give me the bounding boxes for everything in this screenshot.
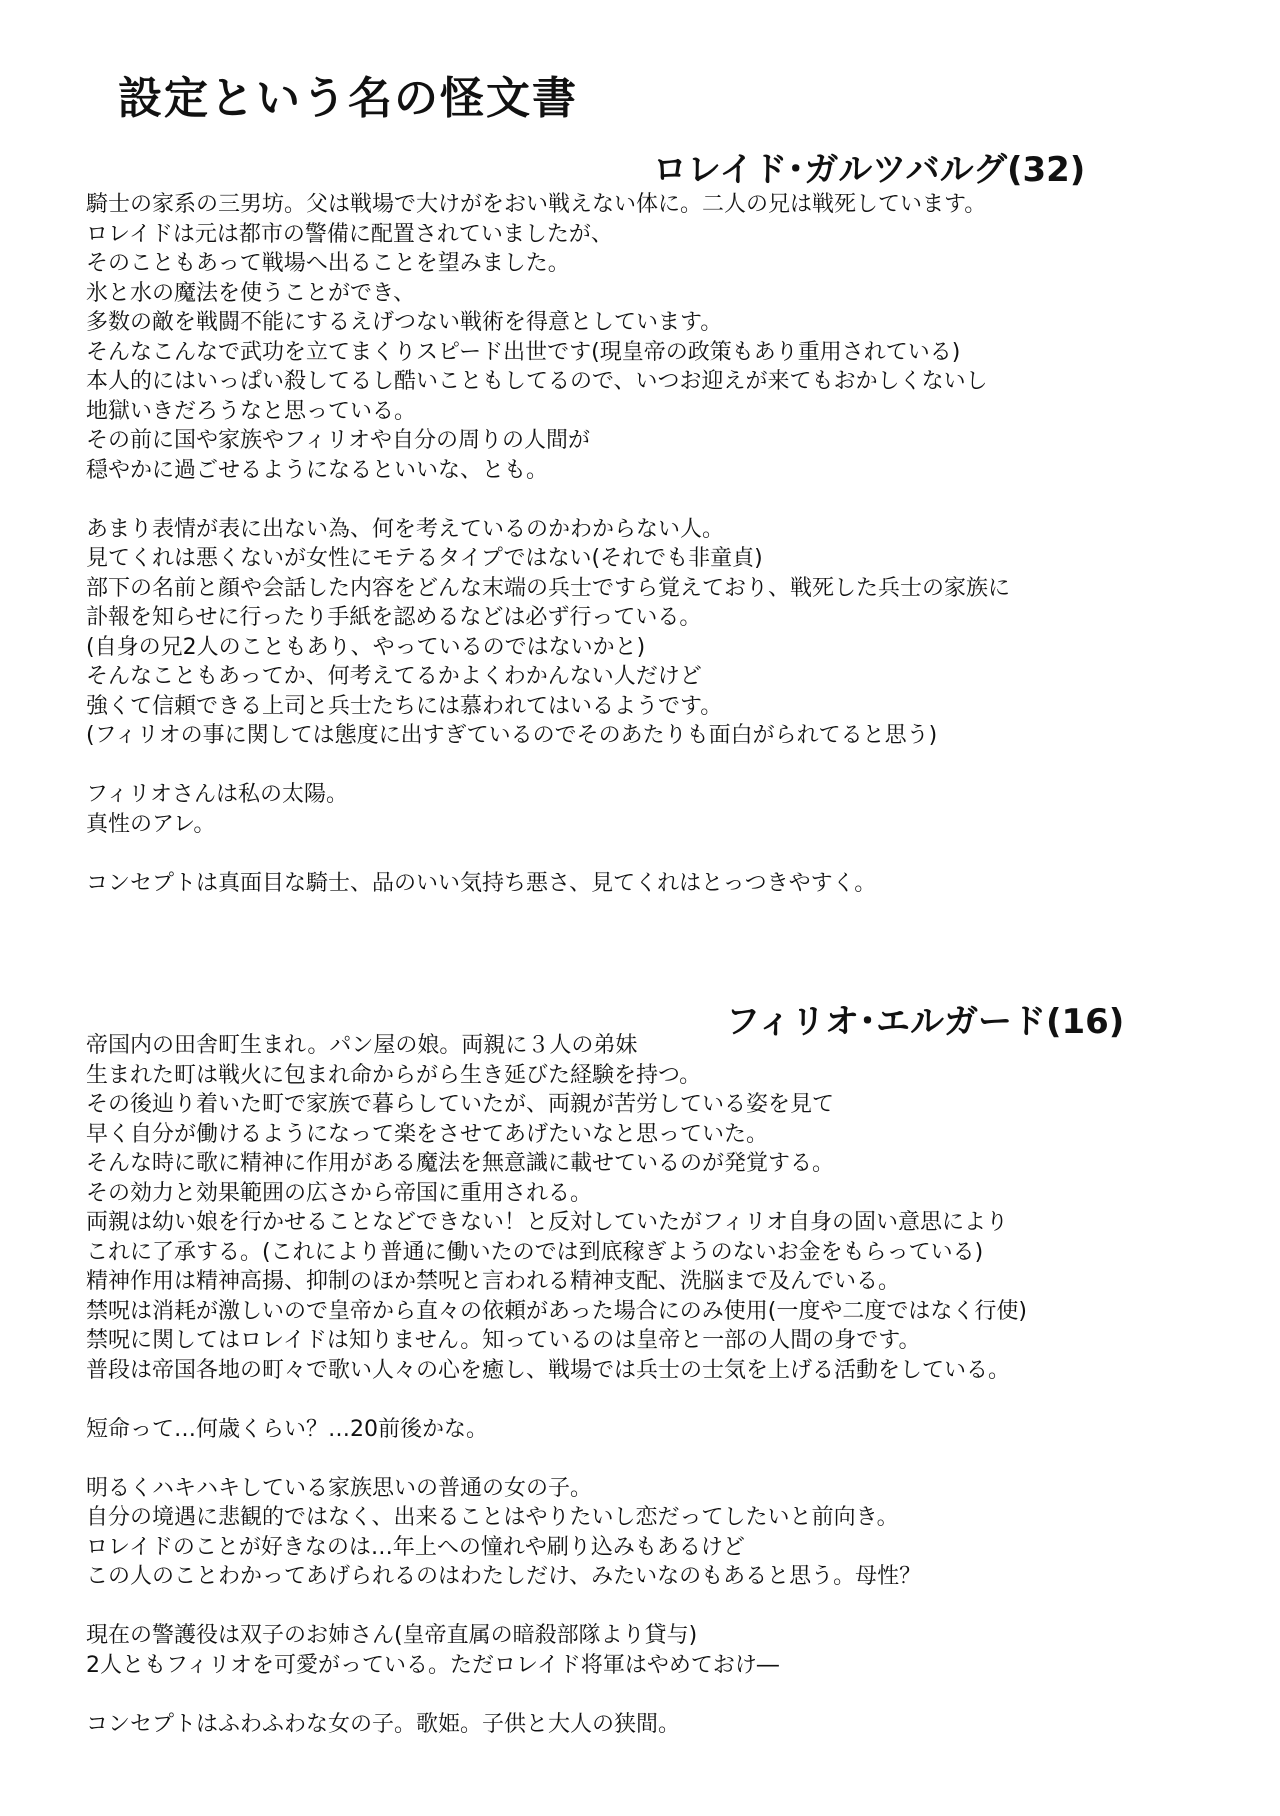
text-line: 現在の警護役は双子のお姉さん(皇帝直属の暗殺部隊より貸与) [86,1623,698,1648]
text-line: 真性のアレ。 [86,811,216,837]
text-line: 両親は幼い娘を行かせることなどできない！と反対していたがフィリオ自身の固い意思により [86,1210,1009,1235]
text-line: コンセプトは真面目な騎士、品のいい気持ち悪さ、見てくれはとっつきやすく。 [86,870,877,896]
paragraph-spacer [86,485,1010,515]
text-line: (フィリオの事に関しては態度に出すぎているのでそのあたりも面白がられてると思う) [86,723,938,748]
paragraph-spacer [86,751,1010,781]
text-line: 普段は帝国各地の町々で歌い人々の心を癒し、戦場では兵士の士気を上げる活動をしている。 [86,1357,1011,1383]
text-line: ロレイドは元は都市の警備に配置されていましたが、 [86,221,613,247]
text-line: これに了承する。(これにより普通に働いたのでは到底稼ぎようのないお金をもらっている) [86,1239,984,1265]
character-name-filio: フィリオ･エルガード(16) [726,1002,1125,1042]
text-line: あまり表情が表に出ない為、何を考えているのかわからない人。 [86,516,725,542]
text-line: (自身の兄2人のこともあり、やっているのではないかと) [86,634,646,660]
character-description-filio [86,1031,1027,1739]
text-line: そんなこんなで武功を立てまくりスピード出世です(現皇帝の政策もあり重用されている) [86,339,961,365]
paragraph-spacer [86,839,1010,869]
paragraph-spacer [86,1592,1027,1622]
text-line: 氷と水の魔法を使うことができ、 [86,280,416,306]
text-line: 帝国内の田舎町生まれ。パン屋の娘。両親に３人の弟妹 [86,1033,638,1058]
text-line: そんな時に歌に精神に作用がある魔法を無意識に載せているのが発覚する。 [86,1151,835,1176]
page-title: 設定という名の怪文書 [118,73,578,124]
text-line: 早く自分が働けるようになって楽をさせてあげたいなと思っていた。 [86,1121,769,1147]
text-line: 明るくハキハキしている家族思いの普通の女の子。 [86,1475,593,1501]
text-line: 見てくれは悪くないが女性にモテるタイプではない(それでも非童貞) [86,546,763,571]
text-line: ロレイドのことが好きなのは…年上への憧れや刷り込みもあるけど [86,1534,745,1560]
text-line: 多数の敵を戦闘不能にするえげつない戦術を得意としています。 [86,310,723,335]
text-line: 騎士の家系の三男坊。父は戦場で大けがをおい戦えない体に。二人の兄は戦死しています。 [86,192,987,217]
text-line: 短命って…何歳くらい？…20前後かな。 [86,1416,488,1442]
text-line: 生まれた町は戦火に包まれ命からがら生き延びた経験を持つ。 [86,1062,702,1088]
paragraph-spacer [86,1680,1027,1710]
text-line: 地獄いきだろうなと思っている。 [86,398,417,424]
text-line: 自分の境遇に悲観的ではなく、出来ることはやりたいし恋だってしたいと前向き。 [86,1505,899,1530]
text-line: コンセプトはふわふわな女の子。歌姫。子供と大人の狭間。 [86,1711,681,1737]
text-line: 強くて信頼できる上司と兵士たちには慕われてはいるようです。 [86,693,723,719]
text-line: 精神作用は精神高揚、抑制のほか禁呪と言われる精神支配、洗脳まで及んでいる。 [86,1269,901,1294]
paragraph-spacer [86,1444,1027,1474]
text-line: その効力と効果範囲の広さから帝国に重用される。 [86,1180,593,1206]
text-line: 訃報を知らせに行ったり手紙を認めるなどは必ず行っている。 [86,605,702,630]
text-line: フィリオさんは私の太陽。 [86,782,349,807]
text-line: その前に国や家族やフィリオや自分の周りの人間が [86,428,591,453]
text-line: その後辿り着いた町で家族で暮らしていたが、両親が苦労している姿を見て [86,1092,835,1117]
character-description-loreid [86,190,1010,898]
text-line: この人のことわかってあげられるのはわたしだけ、みたいなのもあると思う。母性？ [86,1564,922,1589]
text-line: 禁呪に関してはロレイドは知りません。知っているのは皇帝と一部の人間の身です。 [86,1328,921,1353]
text-line: 禁呪は消耗が激しいので皇帝から直々の依頼があった場合にのみ使用(一度や二度ではなく行使) [86,1298,1027,1324]
text-line: 本人的にはいっぱい殺してるし酷いこともしてるので、いつお迎えが来てもおかしくないし [86,369,988,394]
character-name-loreid: ロレイド･ガルツバルグ(32) [653,150,1086,190]
text-line: そのこともあって戦場へ出ることを望みました。 [86,251,570,276]
text-line: 穏やかに過ごせるようになるといいな、とも。 [86,457,549,483]
text-line: 部下の名前と顔や会話した内容をどんな末端の兵士ですら覚えており、戦死した兵士の家族に [86,575,1011,601]
paragraph-spacer [86,1385,1027,1415]
text-line: そんなこともあってか、何考えてるかよくわかんない人だけど [86,664,702,689]
text-line: 2人ともフィリオを可愛がっている。ただロレイド将軍はやめておけ― [86,1652,779,1678]
